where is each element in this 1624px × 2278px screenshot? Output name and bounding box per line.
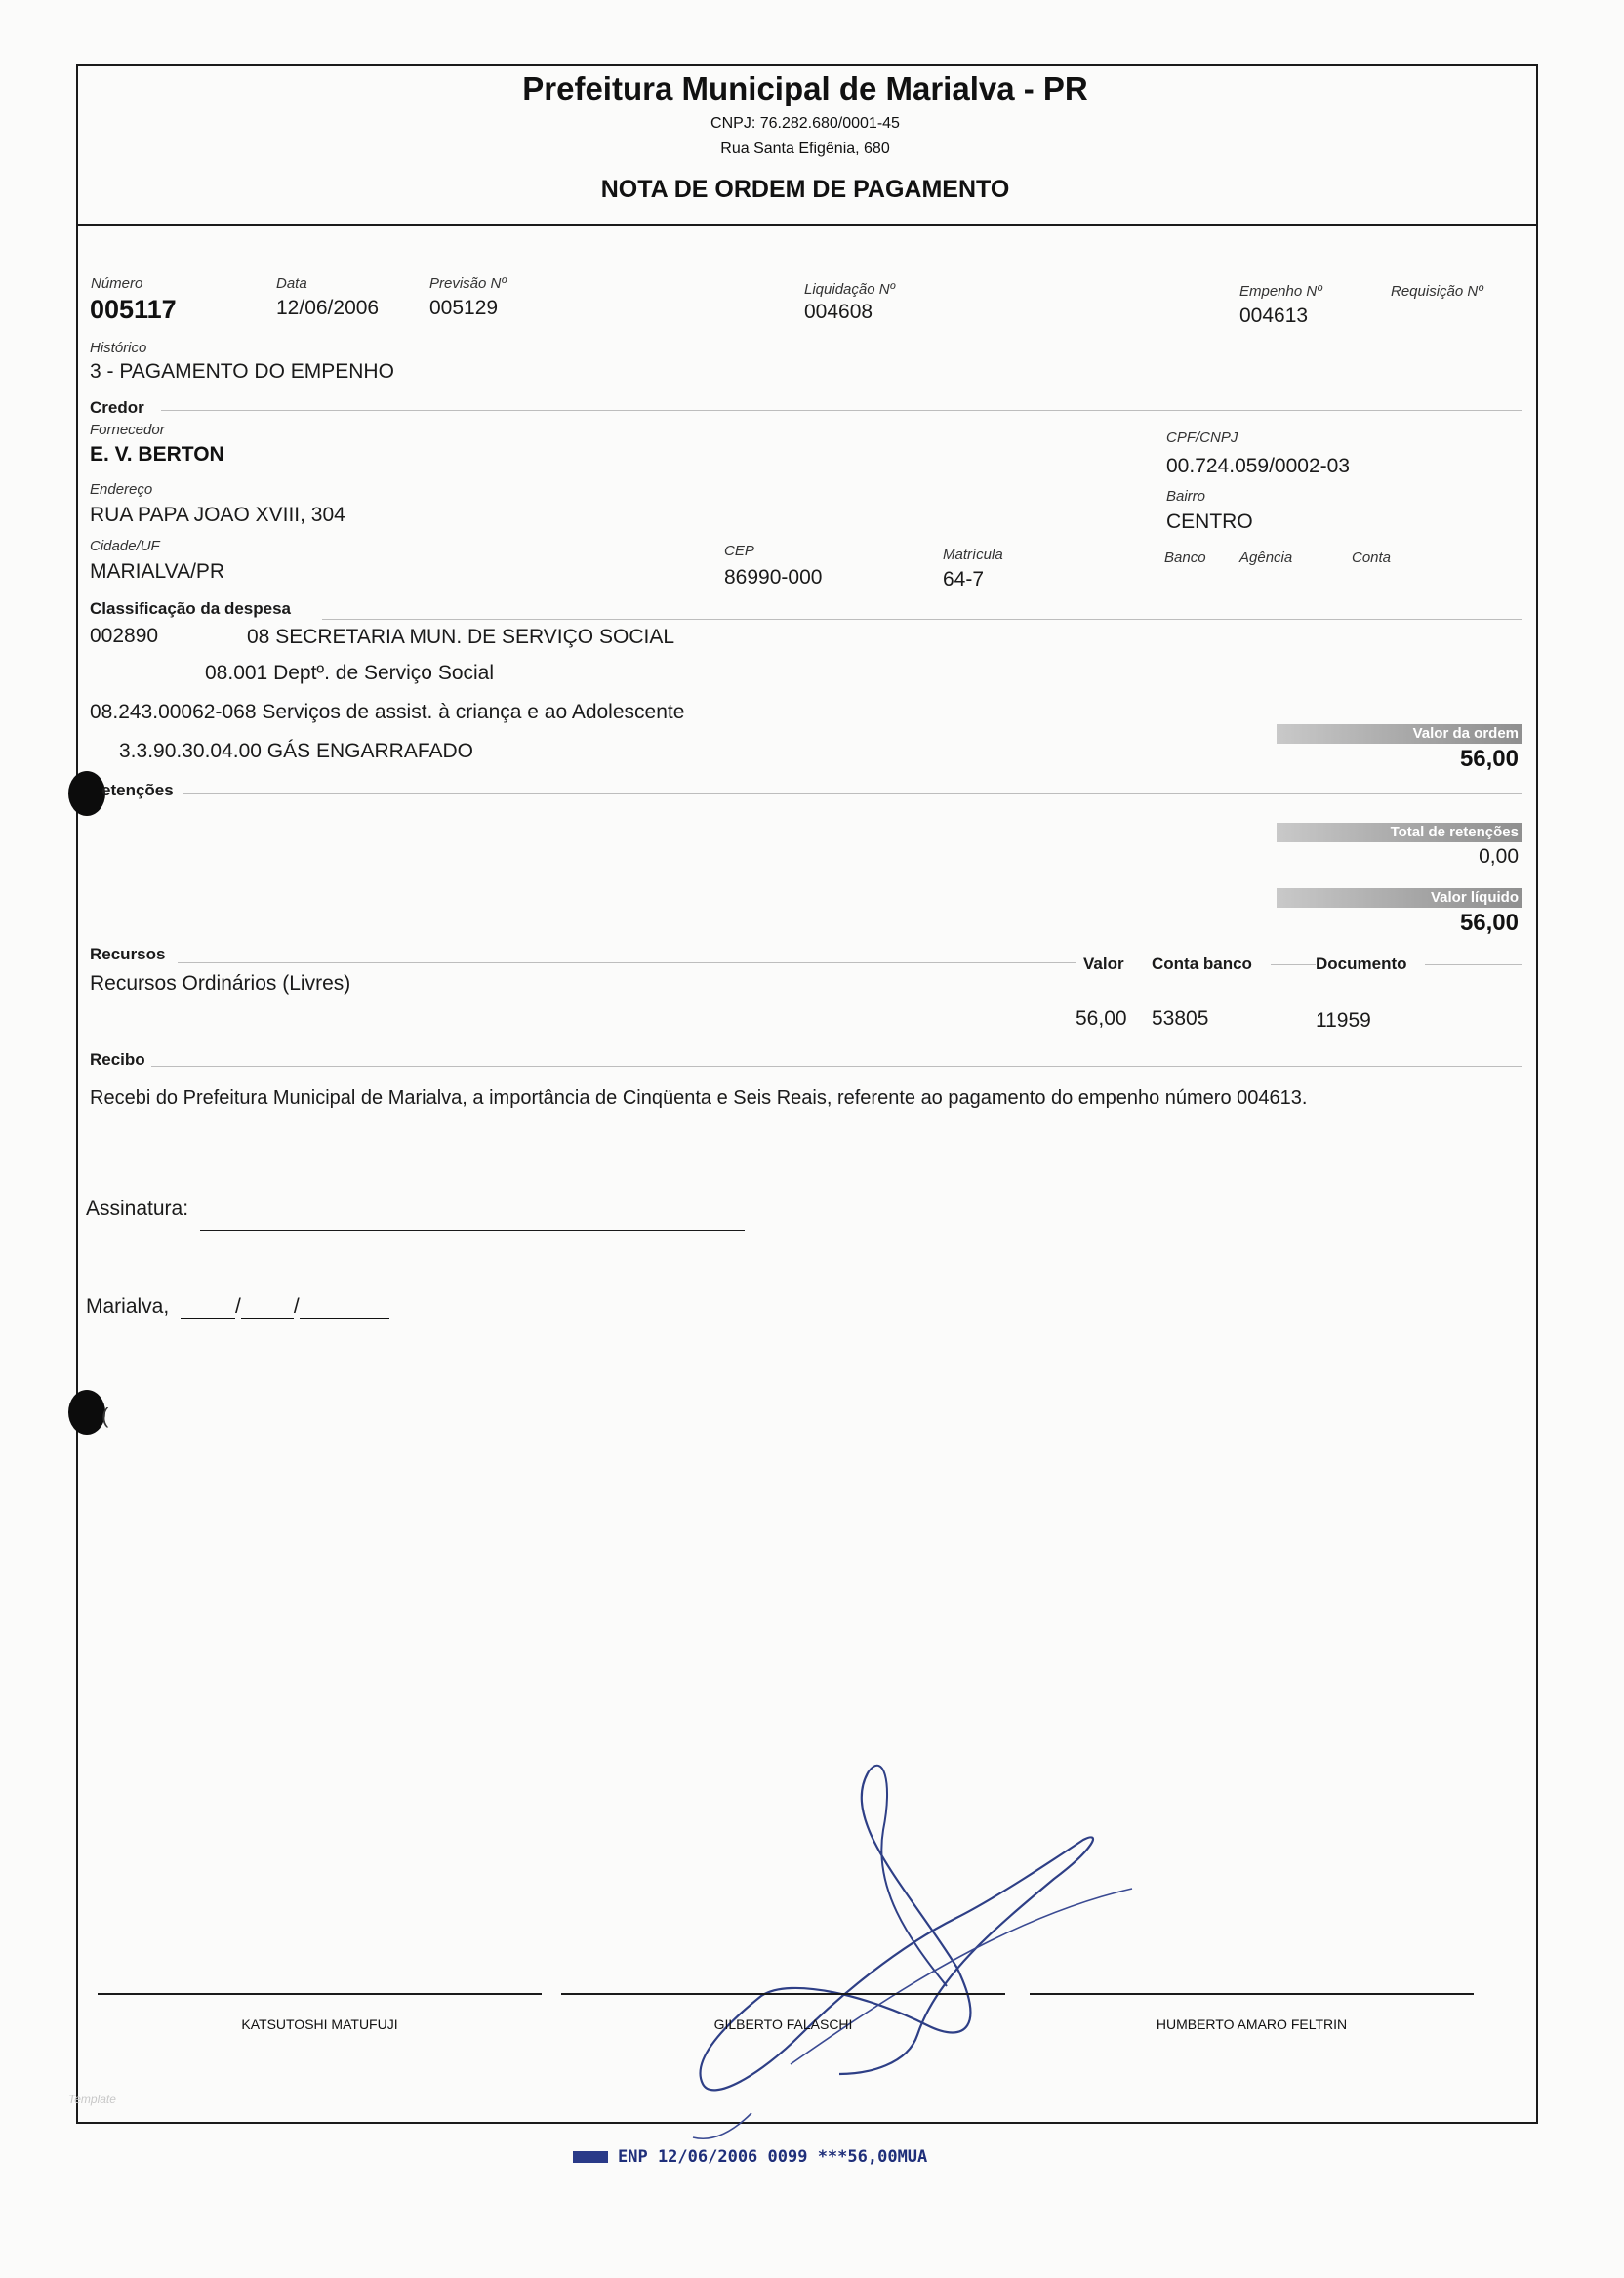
handwritten-signature <box>673 1742 1142 2152</box>
classificacao-secretaria: 08 SECRETARIA MUN. DE SERVIÇO SOCIAL <box>247 626 675 648</box>
matricula-label: Matrícula <box>943 547 1003 563</box>
signature-line-3 <box>1030 1993 1474 1995</box>
punch-hole-top <box>68 771 105 816</box>
recibo-text: Recebi do Prefeitura Municipal de Marialva, a importância de Cinqüenta e Seis Reais, referente ao pagamento do empenho número 004613. <box>90 1087 1308 1109</box>
empenho-value: 004613 <box>1239 305 1309 327</box>
cnpj-text: CNPJ: 76.282.680/0001-45 <box>710 115 900 132</box>
classificacao-elemento: 3.3.90.30.04.00 GÁS ENGARRAFADO <box>119 740 474 762</box>
stamp-text: ENP 12/06/2006 0099 ***56,00MUA <box>618 2147 928 2167</box>
local-data-label: Marialva, / / <box>86 1295 389 1319</box>
historico-value: 3 - PAGAMENTO DO EMPENHO <box>90 360 394 383</box>
retencoes-rule <box>183 793 1522 794</box>
historico-label: Histórico <box>90 340 147 356</box>
numero-value: 005117 <box>90 295 177 324</box>
signatory-1: KATSUTOSHI MATUFUJI <box>241 2016 398 2032</box>
total-retencoes-label: Total de retenções <box>1390 824 1519 840</box>
local-label: Marialva, <box>86 1295 170 1318</box>
dia-blank <box>181 1300 235 1319</box>
ano-blank <box>300 1300 389 1319</box>
liquidacao-value: 004608 <box>804 301 873 323</box>
recibo-section: Recibo <box>90 1050 145 1069</box>
header-divider <box>76 224 1536 226</box>
signatory-2: GILBERTO FALASCHI <box>713 2016 853 2032</box>
cpf-value: 00.724.059/0002-03 <box>1166 455 1351 477</box>
agencia-label: Agência <box>1239 549 1293 566</box>
classificacao-section: Classificação da despesa <box>90 599 292 618</box>
assinatura-line <box>200 1230 745 1231</box>
cidade-label: Cidade/UF <box>90 538 160 554</box>
valor-liquido-bar <box>1277 888 1522 908</box>
fornecedor-value: E. V. BERTON <box>90 443 224 466</box>
total-retencoes-value: 0,00 <box>1479 845 1519 868</box>
recursos-section: Recursos <box>90 945 166 963</box>
signatory-3: HUMBERTO AMARO FELTRIN <box>1156 2016 1348 2032</box>
endereco-value: RUA PAPA JOAO XVIII, 304 <box>90 504 345 526</box>
fornecedor-label: Fornecedor <box>90 422 165 438</box>
matricula-value: 64-7 <box>943 568 985 590</box>
recursos-valor-label: Valor <box>1083 955 1124 973</box>
cep-label: CEP <box>724 543 754 559</box>
credor-section: Credor <box>90 398 144 417</box>
valor-liquido-value: 56,00 <box>1459 910 1519 936</box>
bairro-label: Bairro <box>1166 488 1206 505</box>
address-text: Rua Santa Efigênia, 680 <box>720 141 890 157</box>
classificacao-code: 002890 <box>90 625 159 647</box>
recursos-conta: 53805 <box>1152 1007 1209 1030</box>
mes-blank <box>241 1300 294 1319</box>
valor-ordem-value: 56,00 <box>1459 746 1519 772</box>
requisicao-label: Requisição Nº <box>1391 283 1483 300</box>
recursos-valor: 56,00 <box>1076 1007 1127 1030</box>
classificacao-departamento: 08.001 Deptº. de Serviço Social <box>205 662 495 684</box>
conta-label: Conta <box>1352 549 1392 566</box>
assinatura-label: Assinatura: <box>86 1198 189 1220</box>
signature-line-2 <box>561 1993 1005 1995</box>
endereco-label: Endereço <box>90 481 153 498</box>
recursos-documento: 11959 <box>1316 1009 1371 1032</box>
classificacao-programa: 08.243.00062-068 Serviços de assist. à criança e ao Adolescente <box>90 701 685 723</box>
total-retencoes-bar <box>1277 823 1522 842</box>
document-title: NOTA DE ORDEM DE PAGAMENTO <box>600 176 1010 203</box>
punch-hole-bottom <box>68 1390 105 1435</box>
cep-value: 86990-000 <box>724 566 823 589</box>
recibo-rule <box>151 1066 1522 1067</box>
cpf-label: CPF/CNPJ <box>1166 429 1238 446</box>
bairro-value: CENTRO <box>1166 510 1253 533</box>
empenho-label: Empenho Nº <box>1239 283 1322 300</box>
retencoes-section: etenções <box>102 781 174 799</box>
stamp-logo-icon <box>573 2151 608 2163</box>
recursos-rule <box>178 962 1076 963</box>
page-title: Prefeitura Municipal de Marialva - PR <box>522 70 1088 106</box>
credor-rule <box>161 410 1522 411</box>
classificacao-rule <box>322 619 1522 620</box>
data-label: Data <box>276 275 307 292</box>
numero-label: Número <box>91 275 143 292</box>
banco-label: Banco <box>1164 549 1206 566</box>
previsao-label: Previsão Nº <box>429 275 507 292</box>
recursos-conta-label: Conta banco <box>1152 955 1252 973</box>
previsao-value: 005129 <box>429 297 499 319</box>
valor-ordem-label: Valor da ordem <box>1412 725 1519 742</box>
recursos-rule-end <box>1425 964 1522 965</box>
recursos-rule-mid <box>1271 964 1316 965</box>
bracket-mark: ( <box>102 1403 109 1428</box>
data-value: 12/06/2006 <box>276 297 380 319</box>
valor-ordem-bar <box>1277 724 1522 744</box>
valor-liquido-label: Valor líquido <box>1430 889 1519 906</box>
liquidacao-label: Liquidação Nº <box>804 281 896 298</box>
recursos-fonte: Recursos Ordinários (Livres) <box>90 972 351 995</box>
template-mark: Template <box>68 2093 116 2106</box>
recursos-documento-label: Documento <box>1316 955 1407 973</box>
cidade-value: MARIALVA/PR <box>90 560 225 583</box>
bank-stamp <box>573 2147 927 2167</box>
signature-line-1 <box>98 1993 542 1995</box>
